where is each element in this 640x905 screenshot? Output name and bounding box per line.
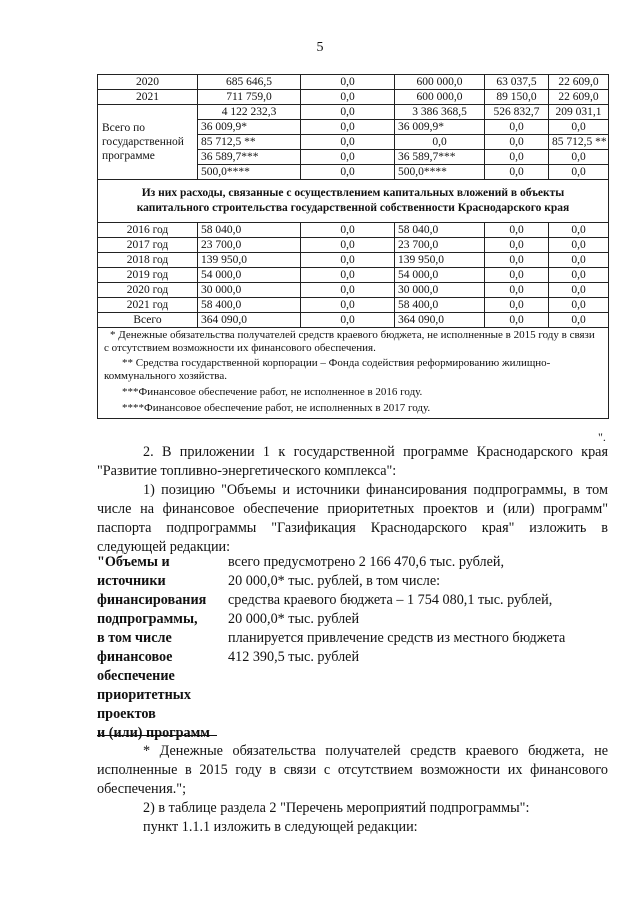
row-label: 2021 (98, 90, 198, 105)
section-header: Из них расходы, связанные с осуществлением капитальных вложений в объекты капитального строительства государственной собственности Краснодарского края (98, 180, 609, 223)
passport-label-line: обеспечение (97, 668, 175, 684)
table-cell: 0,0 (301, 313, 395, 328)
table-cell: 0,0 (549, 268, 609, 283)
note-row (98, 356, 609, 384)
table-cell: 58 400,0 (395, 298, 485, 313)
section-header-row (98, 180, 609, 223)
table-cell: 23 700,0 (198, 238, 301, 253)
row-label: 2020 год (98, 283, 198, 298)
note-row (98, 384, 609, 400)
table-cell: 36 589,7*** (395, 150, 485, 165)
table-cell: 0,0 (301, 150, 395, 165)
table-cell: 36 009,9* (198, 120, 301, 135)
page-number: 5 (316, 40, 324, 55)
footnote-separator (97, 735, 217, 736)
table-cell: 22 609,0 (549, 75, 609, 90)
passport-label-line: финансовое (97, 649, 173, 665)
table-row (98, 223, 609, 238)
table-cell: 0,0 (301, 165, 395, 180)
table-cell: 0,0 (301, 135, 395, 150)
table-cell: 36 009,9* (395, 120, 485, 135)
table-cell: 54 000,0 (395, 268, 485, 283)
table-cell: 364 090,0 (198, 313, 301, 328)
table-cell: 500,0**** (198, 165, 301, 180)
passport-values (228, 553, 618, 667)
table-row (98, 298, 609, 313)
row-label: 2018 год (98, 253, 198, 268)
table-cell: 0,0 (485, 150, 549, 165)
paragraph: 2) в таблице раздела 2 "Перечень мероприятий подпрограммы": (143, 800, 530, 816)
table-cell: 0,0 (485, 223, 549, 238)
table-cell: 364 090,0 (395, 313, 485, 328)
table-cell: 4 122 232,3 (198, 105, 301, 120)
table-cell: 0,0 (301, 283, 395, 298)
table-cell: 30 000,0 (395, 283, 485, 298)
table-cell: 0,0 (301, 223, 395, 238)
passport-label-line: и (или) программ (97, 725, 210, 741)
row-label: 2021 год (98, 298, 198, 313)
table-cell: 85 712,5 ** (198, 135, 301, 150)
passport-label-line: проектов (97, 706, 156, 722)
table-row (98, 283, 609, 298)
paragraph: 2. В приложении 1 к государственной программе Краснодарского края "Развитие топливно-энергетического комплекса": (97, 444, 608, 479)
table-note: * Денежные обязательства получателей средств краевого бюджета, не исполненные в 2015 году в связи с отсутствием возможности их финансового обеспечения. (98, 328, 609, 357)
note-row (98, 328, 609, 357)
passport-labels (97, 553, 232, 743)
passport-label-line: подпрограммы, (97, 611, 198, 627)
table-cell: 139 950,0 (198, 253, 301, 268)
table-cell: 600 000,0 (395, 75, 485, 90)
total-label: Всего по государственной программе (98, 105, 198, 180)
table-cell: 3 386 368,5 (395, 105, 485, 120)
table-note: ****Финансовое обеспечение работ, не исполненных в 2017 году. (98, 400, 609, 419)
table-row (98, 238, 609, 253)
table-cell: 0,0 (485, 298, 549, 313)
passport-label-line: "Объемы и (97, 554, 170, 570)
table-cell: 0,0 (485, 120, 549, 135)
table-cell: 0,0 (549, 238, 609, 253)
table-cell: 0,0 (485, 283, 549, 298)
passport-label-line: финансирования (97, 592, 207, 608)
table-cell: 0,0 (485, 238, 549, 253)
table-cell: 0,0 (549, 165, 609, 180)
table-cell: 0,0 (301, 90, 395, 105)
table-cell: 0,0 (301, 105, 395, 120)
row-label: 2019 год (98, 268, 198, 283)
table-cell: 0,0 (549, 313, 609, 328)
table-cell: 209 031,1 (549, 105, 609, 120)
table-cell: 685 646,5 (198, 75, 301, 90)
table-cell: 23 700,0 (395, 238, 485, 253)
table-cell: 0,0 (395, 135, 485, 150)
table-cell: 0,0 (549, 283, 609, 298)
row-label: 2016 год (98, 223, 198, 238)
row-label: Всего (98, 313, 198, 328)
note-row (98, 400, 609, 419)
table-cell: 0,0 (549, 298, 609, 313)
table-row (98, 268, 609, 283)
table-cell: 0,0 (301, 120, 395, 135)
passport-label-line: в том числе (97, 630, 172, 646)
paragraph: пункт 1.1.1 изложить в следующей редакции: (143, 819, 418, 835)
table-cell: 30 000,0 (198, 283, 301, 298)
table-cell: 58 040,0 (198, 223, 301, 238)
table-row (98, 253, 609, 268)
table-cell: 0,0 (549, 223, 609, 238)
table-row (98, 75, 609, 90)
table-cell: 0,0 (301, 268, 395, 283)
table-row (98, 313, 609, 328)
passport-value-line: 20 000,0* тыс. рублей, в том числе: (228, 573, 441, 589)
passport-value-line: всего предусмотрено 2 166 470,6 тыс. рублей, (228, 554, 505, 570)
passport-label-line: источники (97, 573, 166, 589)
table-cell: 0,0 (301, 238, 395, 253)
table-cell: 500,0**** (395, 165, 485, 180)
table-note: ** Средства государственной корпорации – Фонда содействия реформированию жилищно-коммунального хозяйства. (98, 356, 609, 384)
closing-quote: ". (598, 430, 606, 444)
table-cell: 54 000,0 (198, 268, 301, 283)
passport-label-line: приоритетных (97, 687, 191, 703)
passport-value-line: планируется привлечение средств из местного бюджета (228, 630, 566, 646)
table-note: ***Финансовое обеспечение работ, не исполненное в 2016 году. (98, 384, 609, 400)
paragraph: 1) позицию "Объемы и источники финансирования подпрограммы, в том числе на финансовое обеспечение приоритетных проектов и (или) программ" паспорта подпрограммы "Газификация Краснодарского края" изложить в следующей редакции: (97, 482, 608, 555)
table-cell: 0,0 (485, 313, 549, 328)
table-cell: 58 040,0 (395, 223, 485, 238)
row-label: 2020 (98, 75, 198, 90)
table-cell: 22 609,0 (549, 90, 609, 105)
table-cell: 0,0 (485, 135, 549, 150)
table-cell: 0,0 (485, 268, 549, 283)
table-row (98, 105, 609, 120)
table-cell: 0,0 (549, 120, 609, 135)
table-cell: 36 589,7*** (198, 150, 301, 165)
footnote: * Денежные обязательства получателей средств краевого бюджета, не исполненные в 2015 году в связи с отсутствием возможности их финансового обеспечения."; (97, 743, 608, 797)
table-cell: 0,0 (301, 298, 395, 313)
passport-value-line: 412 390,5 тыс. рублей (228, 649, 360, 665)
table-cell: 63 037,5 (485, 75, 549, 90)
table-cell: 526 832,7 (485, 105, 549, 120)
table-row (98, 90, 609, 105)
table-cell: 0,0 (301, 75, 395, 90)
passport-value-line: средства краевого бюджета – 1 754 080,1 тыс. рублей, (228, 592, 553, 608)
table-cell: 85 712,5 ** (549, 135, 609, 150)
table-cell: 139 950,0 (395, 253, 485, 268)
table-cell: 0,0 (485, 165, 549, 180)
financing-table (97, 74, 609, 419)
passport-value-line: 20 000,0* тыс. рублей (228, 611, 360, 627)
table-cell: 0,0 (549, 253, 609, 268)
table-cell: 711 759,0 (198, 90, 301, 105)
table-cell: 0,0 (549, 150, 609, 165)
table-cell: 0,0 (485, 253, 549, 268)
table-cell: 600 000,0 (395, 90, 485, 105)
table-cell: 89 150,0 (485, 90, 549, 105)
table-cell: 0,0 (301, 253, 395, 268)
row-label: 2017 год (98, 238, 198, 253)
table-cell: 58 400,0 (198, 298, 301, 313)
